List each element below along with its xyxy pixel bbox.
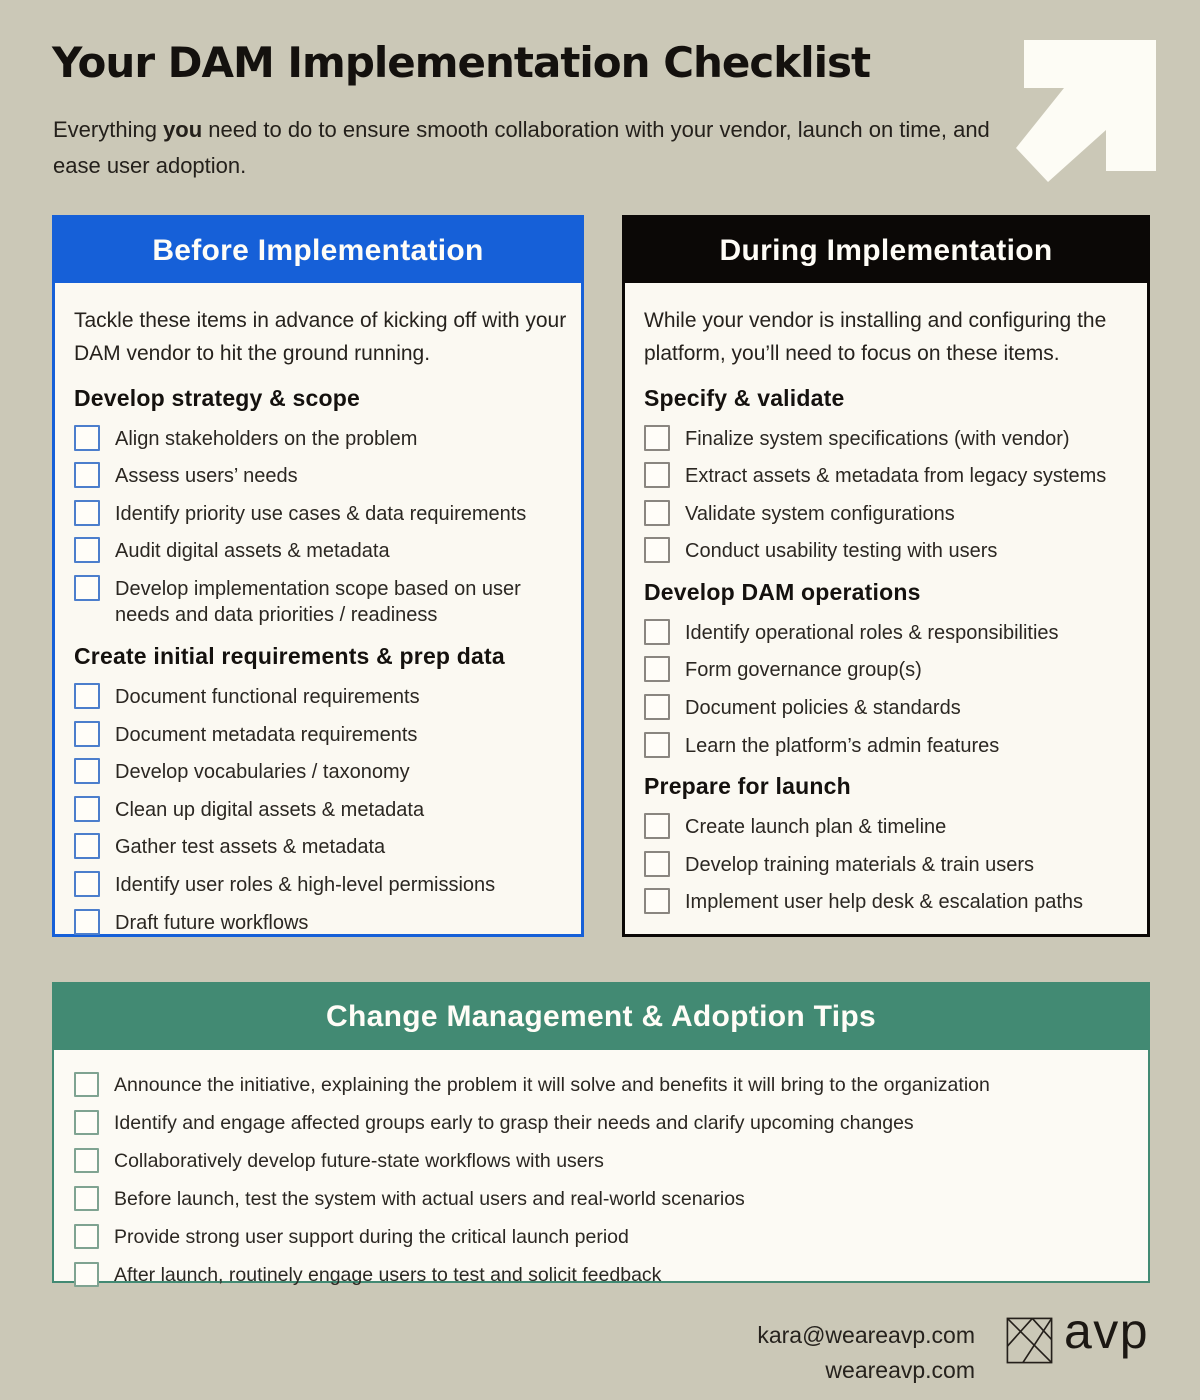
contact-website[interactable]: weareavp.com (825, 1356, 975, 1383)
checkbox[interactable] (74, 1148, 99, 1173)
checklist-item-label: Document functional requirements (115, 686, 420, 709)
checklist-item-label: Document metadata requirements (115, 723, 418, 746)
checklist-item-label: Learn the platform’s admin features (685, 734, 1000, 757)
checkbox[interactable] (74, 758, 100, 784)
checkbox[interactable] (74, 871, 100, 897)
checklist-item-label: Create launch plan & timeline (685, 816, 947, 839)
checklist-item (644, 731, 1135, 760)
before-panel-intro: Tackle these items in advance of kicking off with your DAM vendor to hit the ground running. (74, 309, 567, 365)
checklist-item-label: Collaboratively develop future-state workflows with users (114, 1149, 604, 1172)
checkbox[interactable] (644, 732, 670, 758)
checklist-item-label: Before launch, test the system with actual users and real-world scenarios (114, 1187, 745, 1210)
checkbox[interactable] (644, 500, 670, 526)
checkbox[interactable] (74, 909, 100, 935)
checklist-item-label: Align stakeholders on the problem (115, 427, 418, 450)
checklist-item-label: Document policies & standards (685, 697, 961, 720)
during-panel-header (625, 218, 1147, 283)
checklist-item (644, 850, 1135, 879)
checkbox[interactable] (74, 575, 100, 601)
contact-email[interactable]: kara@weareavp.com (757, 1322, 975, 1348)
checklist-item (74, 757, 569, 786)
checkbox[interactable] (74, 833, 100, 859)
checklist-item (644, 424, 1135, 453)
avp-logo-mark-icon (1006, 1317, 1053, 1364)
checkbox[interactable] (644, 425, 670, 451)
checklist-item (74, 461, 569, 490)
checklist-item (74, 536, 569, 565)
checklist-item (644, 693, 1135, 722)
checkbox[interactable] (644, 694, 670, 720)
section-heading-develop-dam-operations: Develop DAM operations (644, 578, 921, 605)
checkbox[interactable] (644, 537, 670, 563)
section-heading-prepare-for-launch: Prepare for launch (644, 773, 851, 800)
before-panel-title: Before Implementation (152, 233, 484, 267)
tips-panel-title: Change Management & Adoption Tips (326, 1000, 876, 1033)
during-panel-title: During Implementation (719, 233, 1053, 267)
during-implementation-panel (622, 215, 1150, 937)
checklist-item (74, 870, 569, 899)
checklist-item (74, 1146, 1130, 1175)
checklist-item-label: Validate system configurations (685, 502, 955, 525)
subtitle-part1: Everything (53, 117, 164, 142)
checklist-item (644, 461, 1135, 490)
checklist-item (74, 720, 569, 749)
checkbox[interactable] (74, 796, 100, 822)
checklist-item (644, 536, 1135, 565)
checklist-item-label: Develop training materials & train users (685, 853, 1035, 876)
checklist-item-label: Audit digital assets & metadata (115, 540, 390, 563)
checklist-item-label: Finalize system specifications (with vendor) (685, 427, 1070, 450)
checkbox[interactable] (74, 1224, 99, 1249)
checklist-item (74, 908, 569, 937)
checklist-item-label: Draft future workflows (115, 911, 309, 934)
arrow-up-right-icon (1014, 40, 1156, 182)
checklist-item (74, 795, 569, 824)
checklist-item-label: Identify operational roles & responsibilities (685, 621, 1059, 644)
section-heading-specify-validate: Specify & validate (644, 384, 845, 411)
checklist-item (74, 832, 569, 861)
checklist-item (74, 1222, 1130, 1251)
checklist-item (74, 1260, 1130, 1289)
during-panel-body (625, 283, 1147, 916)
checkbox[interactable] (74, 462, 100, 488)
checklist-item-label: Announce the initiative, explaining the problem it will solve and benefits it will bring to the organization (114, 1074, 990, 1096)
checklist-item (644, 655, 1135, 684)
checklist-item-label: Conduct usability testing with users (685, 540, 998, 563)
checklist-item-label: Implement user help desk & escalation paths (685, 891, 1083, 914)
checklist-item-label: Assess users’ needs (115, 465, 298, 488)
checklist-item-label: Identify priority use cases & data requirements (115, 502, 527, 525)
checkbox[interactable] (644, 813, 670, 839)
checkbox[interactable] (644, 656, 670, 682)
checkbox[interactable] (74, 683, 100, 709)
checklist-item (74, 424, 569, 453)
checklist-item (644, 887, 1135, 916)
avp-logo-text: avp (1064, 1303, 1150, 1359)
checklist-item-label: Provide strong user support during the critical launch period (114, 1225, 629, 1248)
subtitle-bold: you (163, 117, 203, 142)
checklist-item (74, 499, 569, 528)
checklist-item (74, 1184, 1130, 1213)
checklist-item-label: Identify and engage affected groups early to grasp their needs and clarify upcoming changes (114, 1111, 914, 1134)
checkbox[interactable] (644, 851, 670, 877)
checkbox[interactable] (644, 888, 670, 914)
checklist-item (644, 499, 1135, 528)
before-panel-body (55, 283, 581, 936)
during-panel-intro: While your vendor is installing and configuring the platform, you’ll need to focus on these items. (644, 309, 1107, 365)
checkbox[interactable] (74, 425, 100, 451)
checklist-item (644, 812, 1135, 841)
section-heading-create-requirements: Create initial requirements & prep data (74, 643, 505, 670)
subtitle-part2: need to do to ensure smooth collaboration with your vendor, launch on time, and ease user adoption. (53, 117, 990, 178)
change-management-tips-panel (52, 982, 1150, 1286)
page-title: Your DAM Implementation Checklist (52, 38, 871, 87)
checklist-item (74, 682, 569, 711)
checklist-item (74, 1108, 1130, 1137)
checkbox[interactable] (74, 1072, 99, 1097)
checkbox[interactable] (644, 462, 670, 488)
checkbox[interactable] (74, 1186, 99, 1211)
checklist-item-label: Gather test assets & metadata (115, 836, 386, 859)
checkbox[interactable] (74, 721, 100, 747)
section-heading-develop-strategy: Develop strategy & scope (74, 384, 361, 411)
checklist-item (644, 618, 1135, 647)
page-subtitle (53, 112, 993, 184)
before-implementation-panel (52, 215, 584, 937)
tips-panel-header (54, 984, 1148, 1050)
before-panel-header (55, 218, 581, 283)
checklist-item-label: Form governance group(s) (685, 659, 922, 682)
checkbox[interactable] (644, 619, 670, 645)
tips-panel-body (54, 1050, 1148, 1289)
checklist-item (74, 1070, 1130, 1099)
checkbox[interactable] (74, 500, 100, 526)
checklist-item-label: Extract assets & metadata from legacy systems (685, 465, 1107, 488)
checkbox[interactable] (74, 1110, 99, 1135)
checklist-item (74, 574, 569, 629)
checkbox[interactable] (74, 537, 100, 563)
checklist-item-label: Develop vocabularies / taxonomy (115, 761, 410, 784)
checklist-item-label: Identify user roles & high-level permissions (115, 874, 496, 897)
checkbox[interactable] (74, 1262, 99, 1287)
checklist-item-label: After launch, routinely engage users to test and solicit feedback (114, 1263, 662, 1286)
checklist-item-label: Develop implementation scope based on user needs and data priorities / readiness (115, 577, 521, 627)
footer-contact (757, 1318, 975, 1387)
checklist-item-label: Clean up digital assets & metadata (115, 798, 425, 821)
